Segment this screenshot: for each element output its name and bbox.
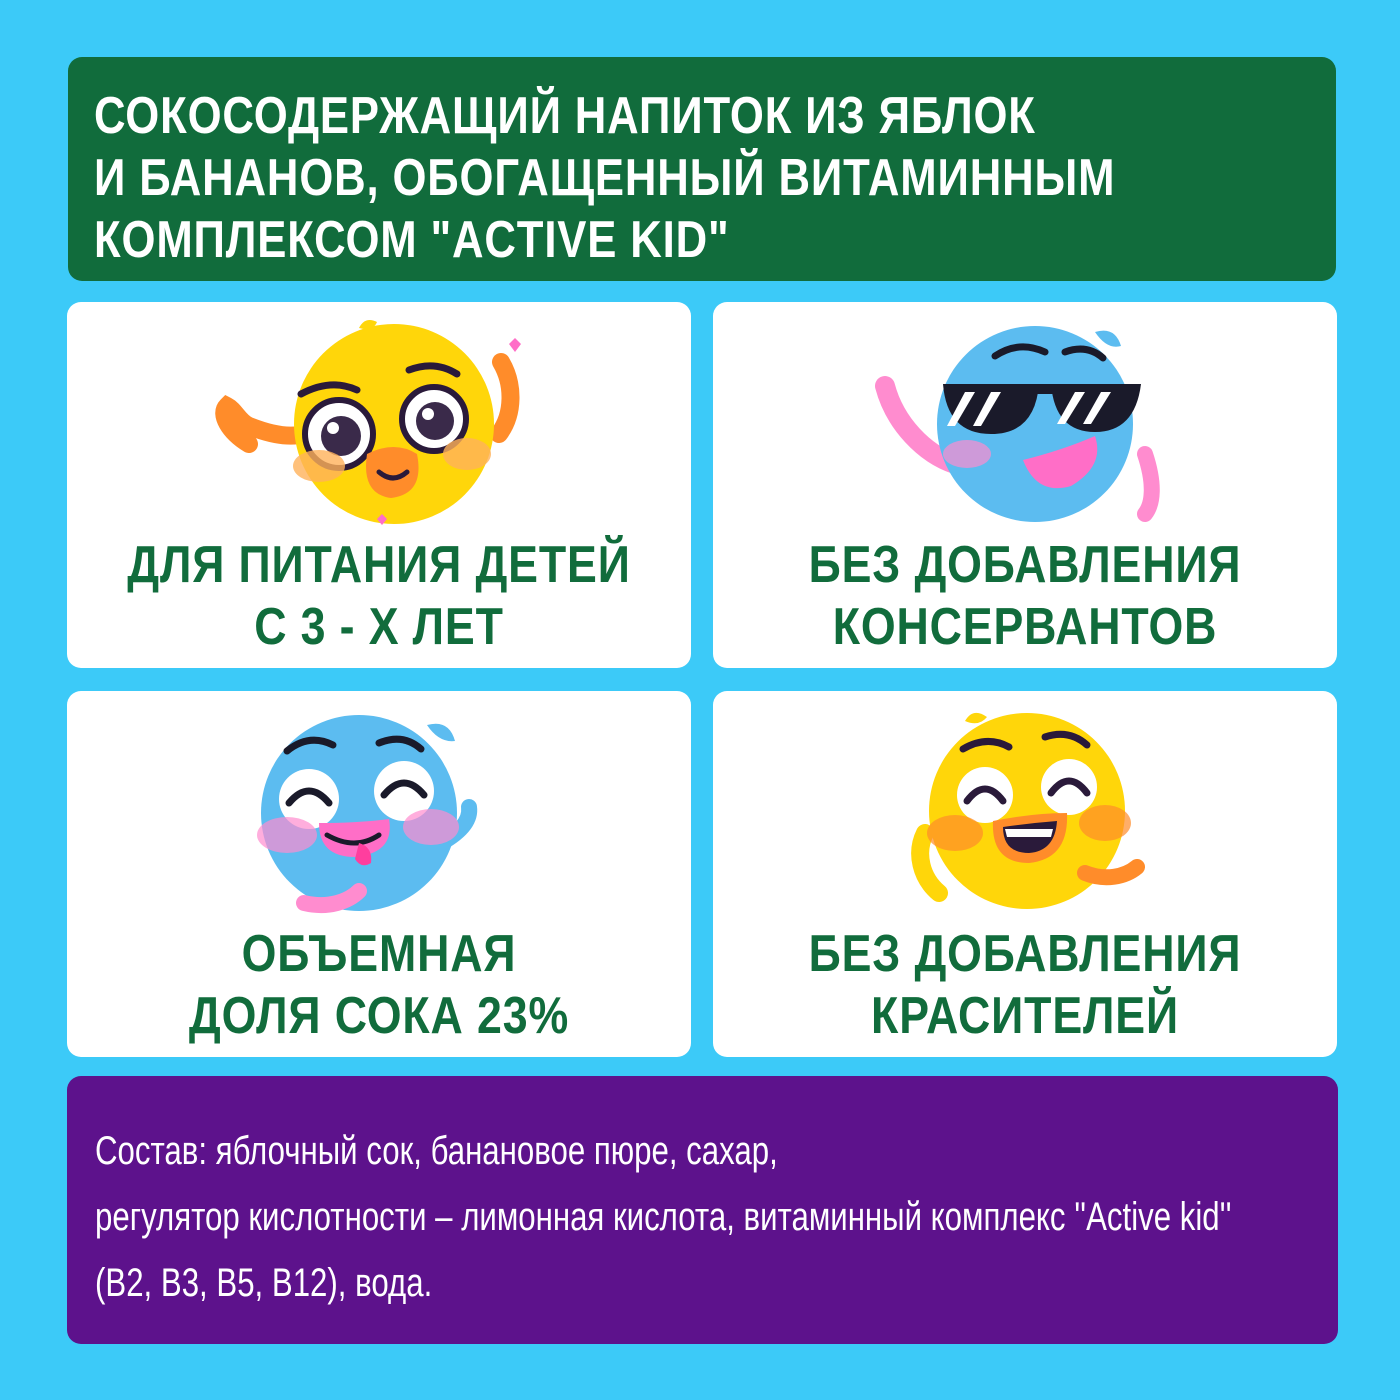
feature-text-no-preservatives	[713, 534, 1337, 658]
title-line-3: КОМПЛЕКСОМ "ACTIVE KID"	[94, 211, 730, 269]
feature-card-no-colorants	[713, 691, 1337, 1057]
card-line: КОНСЕРВАНТОВ	[832, 598, 1218, 656]
card-line: ДЛЯ ПИТАНИЯ ДЕТЕЙ	[127, 536, 631, 594]
feature-card-no-preservatives	[713, 302, 1337, 668]
blue-tongue-emoji-icon	[209, 703, 549, 933]
title-line-2: И БАНАНОВ, ОБОГАЩЕННЫЙ ВИТАМИННЫМ	[94, 149, 1116, 207]
card-line: ДОЛЯ СОКА 23%	[188, 987, 570, 1045]
feature-text-juice-share	[67, 923, 691, 1047]
title-line-1: СОКОСОДЕРЖАЩИЙ НАПИТОК ИЗ ЯБЛОК	[94, 87, 1036, 145]
product-title-banner	[68, 57, 1336, 281]
composition-line-1: Состав: яблочный сок, банановое пюре, сахар,	[95, 1129, 778, 1173]
feature-text-age	[67, 534, 691, 658]
composition-line-3: (B2, B3, B5, B12), вода.	[95, 1261, 433, 1305]
composition-panel	[67, 1076, 1338, 1344]
card-line: С 3 - Х ЛЕТ	[254, 598, 504, 656]
yellow-heart-eyes-emoji-icon	[209, 314, 549, 544]
feature-card-juice-share	[67, 691, 691, 1057]
yellow-laughing-emoji-icon	[855, 703, 1195, 933]
card-line: КРАСИТЕЛЕЙ	[871, 987, 1179, 1045]
composition-line-2: регулятор кислотности – лимонная кислота, витаминный комплекс ''Active kid''	[95, 1195, 1232, 1239]
feature-card-age	[67, 302, 691, 668]
blue-sunglasses-emoji-icon	[855, 314, 1195, 544]
card-line: БЕЗ ДОБАВЛЕНИЯ	[808, 925, 1242, 983]
feature-text-no-colorants	[713, 923, 1337, 1047]
card-line: БЕЗ ДОБАВЛЕНИЯ	[808, 536, 1242, 594]
card-line: ОБЪЕМНАЯ	[241, 925, 517, 983]
